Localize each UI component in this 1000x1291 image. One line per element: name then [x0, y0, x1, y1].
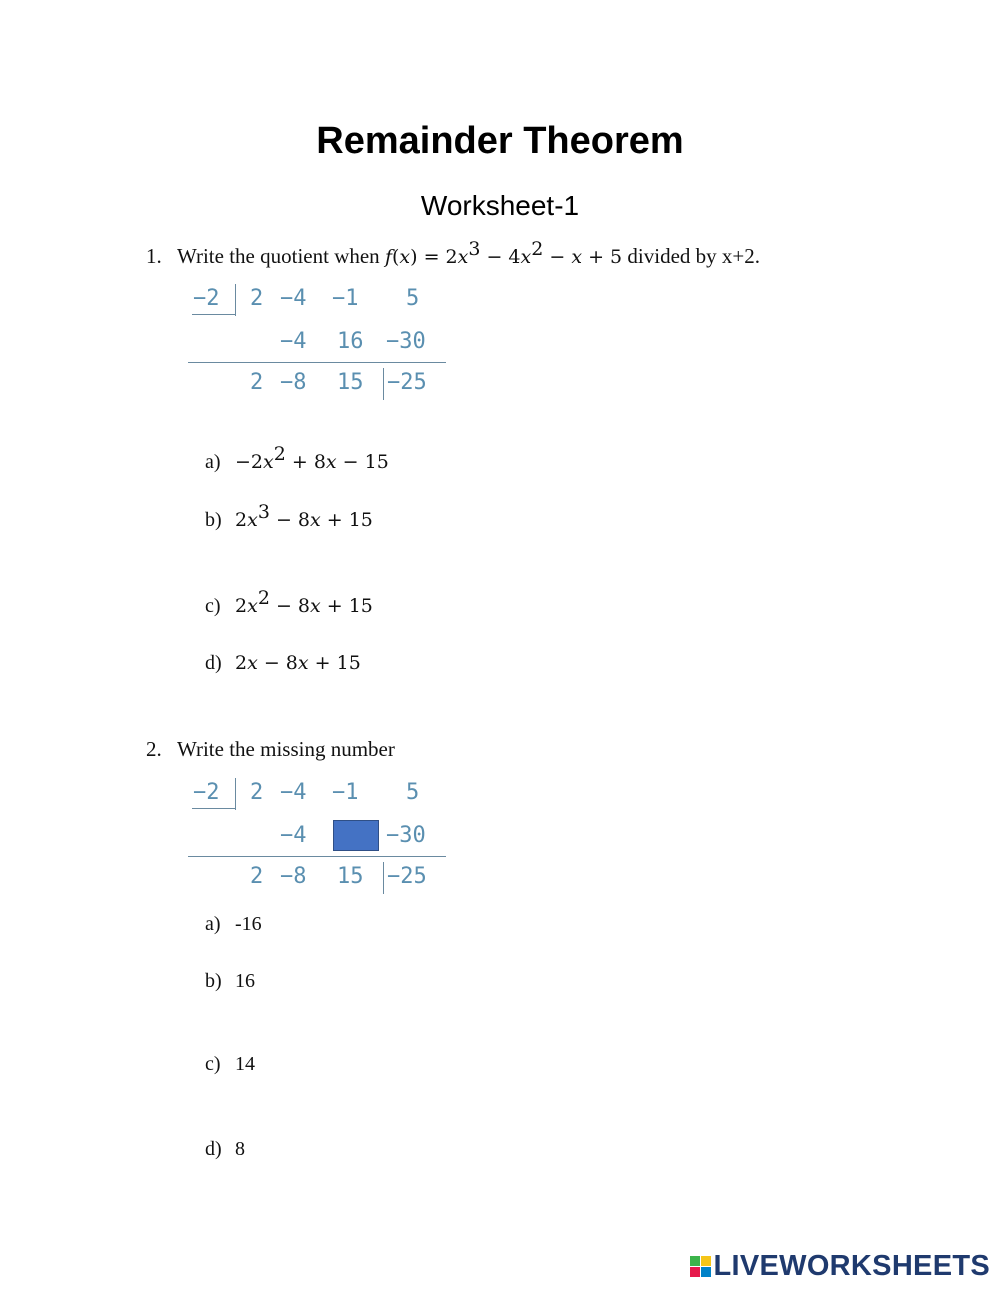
brand-logo	[690, 1250, 991, 1283]
option-label: d)	[205, 1138, 222, 1160]
res-1: −8	[280, 864, 307, 889]
question-number: 1.	[146, 244, 162, 268]
option-math: 2x − 8x + 15	[235, 652, 361, 674]
option-label: a)	[205, 913, 221, 935]
synthetic-division-2	[188, 776, 450, 896]
page-subtitle: Worksheet-1	[420, 190, 580, 221]
divisor-underline	[192, 808, 236, 809]
res-0: 2	[250, 370, 264, 395]
option-text: -16	[235, 913, 262, 935]
divisor: −2	[193, 286, 220, 311]
remainder-bar	[383, 862, 384, 894]
coef-0: 2	[250, 286, 264, 311]
division-line	[188, 362, 446, 363]
question-number: 2.	[146, 737, 162, 761]
option-1d[interactable]	[205, 652, 361, 675]
coef-2: −1	[332, 286, 359, 311]
question-1	[146, 238, 760, 269]
option-label: b)	[205, 509, 222, 531]
coef-1: −4	[280, 286, 307, 311]
page-title: Remainder Theorem	[316, 120, 684, 162]
option-2b[interactable]	[205, 970, 255, 993]
mid-1: −4	[280, 823, 307, 848]
option-text: 16	[235, 970, 255, 992]
brand-name: LIVEWORKSHEETS	[713, 1250, 990, 1282]
function-expression: $f(x) = 2x^3 - 4x^2 - x + 5$	[384, 238, 623, 268]
option-label: a)	[205, 451, 221, 473]
coef-0: 2	[250, 780, 264, 805]
option-text: 14	[235, 1053, 255, 1075]
res-0: 2	[250, 864, 264, 889]
option-label: b)	[205, 970, 222, 992]
divisor-underline	[192, 314, 236, 315]
option-1b[interactable]	[205, 501, 373, 532]
option-1c[interactable]	[205, 587, 373, 618]
remainder: −25	[387, 370, 427, 395]
missing-number-box[interactable]	[333, 820, 379, 851]
res-1: −8	[280, 370, 307, 395]
mid-3: −30	[386, 329, 426, 354]
option-2c[interactable]	[205, 1053, 255, 1076]
option-label: c)	[205, 595, 221, 617]
synthetic-division-1	[188, 282, 450, 402]
coef-3: 5	[406, 780, 420, 805]
option-math: $-2x^2 + 8x - 15$	[235, 443, 389, 473]
divisor: −2	[193, 780, 220, 805]
coef-3: 5	[406, 286, 420, 311]
mid-2: 16	[337, 329, 364, 354]
option-label: c)	[205, 1053, 221, 1075]
question-text-end: divided by x+2.	[622, 244, 760, 268]
res-2: 15	[337, 370, 364, 395]
remainder-bar	[383, 368, 384, 400]
option-text: 8	[235, 1138, 245, 1160]
division-line	[188, 856, 446, 857]
option-math: $2x^2 - 8x + 15$	[235, 587, 373, 617]
res-2: 15	[337, 864, 364, 889]
remainder: −25	[387, 864, 427, 889]
brand-blocks-icon	[690, 1256, 711, 1277]
divisor-bar	[235, 778, 236, 810]
question-2	[146, 737, 395, 762]
mid-3: −30	[386, 823, 426, 848]
question-text-start: Write the quotient when	[177, 244, 385, 268]
option-label: d)	[205, 652, 222, 674]
option-math: $2x^3 - 8x + 15$	[235, 501, 373, 531]
option-1a[interactable]	[205, 443, 389, 474]
coef-1: −4	[280, 780, 307, 805]
option-2a[interactable]	[205, 913, 262, 936]
divisor-bar	[235, 284, 236, 316]
option-2d[interactable]	[205, 1138, 245, 1161]
question-text: Write the missing number	[177, 737, 395, 761]
mid-1: −4	[280, 329, 307, 354]
coef-2: −1	[332, 780, 359, 805]
